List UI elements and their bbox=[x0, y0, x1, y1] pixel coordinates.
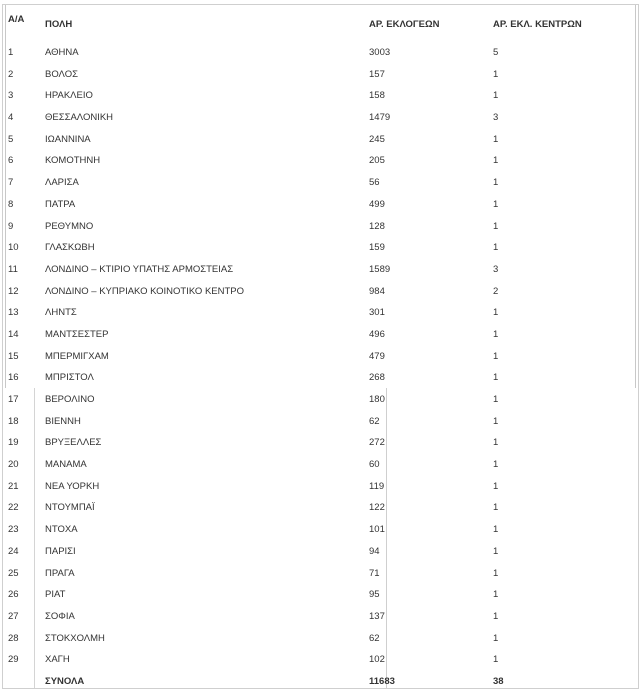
table-row bbox=[3, 108, 638, 130]
table-row bbox=[3, 238, 638, 260]
table-row bbox=[3, 260, 638, 282]
row-centers: 1 bbox=[493, 177, 499, 189]
row-number: 26 bbox=[8, 589, 19, 601]
row-number: 27 bbox=[8, 610, 19, 622]
table-row bbox=[3, 368, 638, 390]
row-city: ΜΠΕΡΜΙΓΧΑΜ bbox=[45, 350, 109, 362]
header-voters: ΑΡ. ΕΚΛΟΓΕΩΝ bbox=[369, 19, 440, 30]
row-centers: 1 bbox=[493, 567, 499, 579]
row-city: ΡΙΑΤ bbox=[45, 589, 66, 601]
total-voters: 11683 bbox=[369, 675, 395, 687]
row-voters: 102 bbox=[369, 654, 385, 666]
table-row bbox=[3, 347, 638, 369]
table-header bbox=[3, 5, 638, 41]
table-row bbox=[3, 43, 638, 65]
row-voters: 268 bbox=[369, 372, 385, 384]
table-row bbox=[3, 65, 638, 87]
row-number: 1 bbox=[8, 47, 14, 58]
row-city: ΓΛΑΣΚΩΒΗ bbox=[45, 242, 95, 254]
row-voters: 205 bbox=[369, 155, 385, 167]
row-centers: 1 bbox=[493, 68, 499, 80]
row-city: ΛΗΝΤΣ bbox=[45, 307, 77, 319]
row-number: 9 bbox=[8, 220, 14, 232]
row-city: ΠΑΤΡΑ bbox=[45, 198, 76, 210]
table-row bbox=[3, 564, 638, 586]
table-row bbox=[3, 455, 638, 477]
row-centers: 1 bbox=[493, 242, 499, 254]
row-number: 4 bbox=[8, 112, 14, 124]
row-centers: 1 bbox=[493, 350, 499, 362]
table-body bbox=[3, 43, 638, 694]
table-row bbox=[3, 520, 638, 542]
row-centers: 1 bbox=[493, 524, 499, 536]
row-centers: 1 bbox=[493, 307, 499, 319]
table-row bbox=[3, 650, 638, 672]
table-row bbox=[3, 607, 638, 629]
row-number: 25 bbox=[8, 567, 19, 579]
row-city: ΜΑΝΑΜΑ bbox=[45, 459, 87, 471]
row-city: ΛΟΝΔΙΝΟ – ΚΥΠΡΙΑΚΟ ΚΟΙΝΟΤΙΚΟ ΚΕΝΤΡΟ bbox=[45, 285, 245, 297]
row-city: ΠΑΡΙΣΙ bbox=[45, 545, 76, 557]
row-number: 20 bbox=[8, 459, 19, 471]
row-number: 13 bbox=[8, 307, 19, 319]
table-row bbox=[3, 303, 638, 325]
table-total-row bbox=[3, 672, 638, 694]
row-centers: 1 bbox=[493, 437, 499, 449]
row-city: ΣΤΟΚΧΟΛΜΗ bbox=[45, 632, 105, 644]
row-city: ΘΕΣΣΑΛΟΝΙΚΗ bbox=[45, 112, 114, 124]
row-centers: 1 bbox=[493, 394, 499, 405]
row-city: ΙΩΑΝΝΙΝΑ bbox=[45, 133, 91, 145]
row-number: 6 bbox=[8, 155, 14, 167]
row-number: 2 bbox=[8, 68, 14, 80]
row-centers: 1 bbox=[493, 328, 499, 340]
election-centers-table bbox=[2, 4, 639, 689]
row-number: 28 bbox=[8, 632, 19, 644]
row-city: ΝΕΑ ΥΟΡΚΗ bbox=[45, 480, 100, 492]
row-number: 16 bbox=[8, 372, 19, 384]
row-city: ΣΟΦΙΑ bbox=[45, 610, 75, 622]
row-voters: 499 bbox=[369, 198, 385, 210]
row-number: 18 bbox=[8, 415, 19, 427]
table-row bbox=[3, 130, 638, 152]
row-voters: 3003 bbox=[369, 47, 391, 58]
row-centers: 1 bbox=[493, 545, 499, 557]
row-centers: 2 bbox=[493, 285, 499, 297]
row-voters: 62 bbox=[369, 415, 380, 427]
row-city: ΠΡΑΓΑ bbox=[45, 567, 75, 579]
header-aa: Α/Α bbox=[8, 14, 25, 25]
row-number: 14 bbox=[8, 328, 19, 340]
total-centers: 38 bbox=[493, 675, 504, 687]
row-centers: 1 bbox=[493, 415, 499, 427]
row-centers: 5 bbox=[493, 47, 499, 58]
row-city: ΜΑΝΤΣΕΣΤΕΡ bbox=[45, 328, 109, 340]
row-number: 10 bbox=[8, 242, 19, 254]
row-number: 11 bbox=[8, 263, 18, 275]
table-row bbox=[3, 629, 638, 651]
row-voters: 94 bbox=[369, 545, 380, 557]
row-centers: 1 bbox=[493, 502, 499, 514]
row-centers: 3 bbox=[493, 112, 499, 124]
row-number: 23 bbox=[8, 524, 19, 536]
row-centers: 1 bbox=[493, 133, 499, 145]
row-voters: 272 bbox=[369, 437, 385, 449]
row-centers: 1 bbox=[493, 459, 499, 471]
row-city: ΚΟΜΟΤΗΝΗ bbox=[45, 155, 101, 167]
row-number: 17 bbox=[8, 394, 19, 405]
table-row bbox=[3, 542, 638, 564]
table-row bbox=[3, 477, 638, 499]
row-number: 12 bbox=[8, 285, 19, 297]
row-city: ΛΟΝΔΙΝΟ – ΚΤΙΡΙΟ ΥΠΑΤΗΣ ΑΡΜΟΣΤΕΙΑΣ bbox=[45, 263, 234, 275]
row-centers: 1 bbox=[493, 610, 499, 622]
row-voters: 128 bbox=[369, 220, 385, 232]
row-centers: 1 bbox=[493, 220, 499, 232]
table-row bbox=[3, 433, 638, 455]
table-row bbox=[3, 585, 638, 607]
row-centers: 3 bbox=[493, 263, 499, 275]
row-city: ΑΘΗΝΑ bbox=[45, 47, 79, 58]
row-voters: 71 bbox=[369, 567, 380, 579]
row-voters: 95 bbox=[369, 589, 380, 601]
row-centers: 1 bbox=[493, 372, 499, 384]
table-row bbox=[3, 390, 638, 412]
row-centers: 1 bbox=[493, 654, 499, 666]
row-voters: 1479 bbox=[369, 112, 391, 124]
row-city: ΒΕΡΟΛΙΝΟ bbox=[45, 394, 95, 405]
row-voters: 180 bbox=[369, 394, 385, 405]
header-city: ΠΟΛΗ bbox=[45, 19, 73, 30]
row-number: 3 bbox=[8, 90, 14, 102]
row-voters: 101 bbox=[369, 524, 385, 536]
row-voters: 56 bbox=[369, 177, 380, 189]
row-city: ΝΤΟΧΑ bbox=[45, 524, 78, 536]
row-voters: 62 bbox=[369, 632, 380, 644]
row-city: ΒΟΛΟΣ bbox=[45, 68, 78, 80]
row-number: 8 bbox=[8, 198, 14, 210]
row-voters: 1589 bbox=[369, 263, 391, 275]
table-row bbox=[3, 498, 638, 520]
row-voters: 119 bbox=[369, 480, 385, 492]
table-row bbox=[3, 217, 638, 239]
row-city: ΜΠΡΙΣΤΟΛ bbox=[45, 372, 94, 384]
row-number: 15 bbox=[8, 350, 19, 362]
table-row bbox=[3, 282, 638, 304]
row-centers: 1 bbox=[493, 90, 499, 102]
table-row bbox=[3, 173, 638, 195]
row-voters: 137 bbox=[369, 610, 385, 622]
row-voters: 496 bbox=[369, 328, 385, 340]
table-row bbox=[3, 195, 638, 217]
row-number: 24 bbox=[8, 545, 19, 557]
row-city: ΒΙΕΝΝΗ bbox=[45, 415, 81, 427]
row-number: 22 bbox=[8, 502, 19, 514]
row-city: ΒΡΥΞΕΛΛΕΣ bbox=[45, 437, 102, 449]
row-centers: 1 bbox=[493, 589, 499, 601]
row-centers: 1 bbox=[493, 480, 499, 492]
table-row bbox=[3, 86, 638, 108]
row-number: 7 bbox=[8, 177, 14, 189]
row-voters: 122 bbox=[369, 502, 385, 514]
row-voters: 984 bbox=[369, 285, 385, 297]
table-row bbox=[3, 325, 638, 347]
row-city: ΝΤΟΥΜΠΑΪ bbox=[45, 502, 95, 514]
row-city: ΡΕΘΥΜΝΟ bbox=[45, 220, 94, 232]
row-city: ΗΡΑΚΛΕΙΟ bbox=[45, 90, 93, 102]
total-label: ΣΥΝΟΛΑ bbox=[45, 675, 85, 687]
row-voters: 158 bbox=[369, 90, 385, 102]
row-voters: 60 bbox=[369, 459, 380, 471]
row-voters: 301 bbox=[369, 307, 385, 319]
table-row bbox=[3, 412, 638, 434]
row-number: 29 bbox=[8, 654, 19, 666]
row-voters: 159 bbox=[369, 242, 385, 254]
row-centers: 1 bbox=[493, 155, 499, 167]
row-number: 5 bbox=[8, 133, 14, 145]
row-centers: 1 bbox=[493, 632, 499, 644]
row-city: ΛΑΡΙΣΑ bbox=[45, 177, 79, 189]
table-row bbox=[3, 151, 638, 173]
row-voters: 157 bbox=[369, 68, 385, 80]
header-centers: ΑΡ. ΕΚΛ. ΚΕΝΤΡΩΝ bbox=[493, 19, 582, 30]
row-city: ΧΑΓΗ bbox=[45, 654, 70, 666]
row-number: 19 bbox=[8, 437, 19, 449]
row-number: 21 bbox=[8, 480, 19, 492]
row-voters: 245 bbox=[369, 133, 385, 145]
row-voters: 479 bbox=[369, 350, 385, 362]
row-centers: 1 bbox=[493, 198, 499, 210]
